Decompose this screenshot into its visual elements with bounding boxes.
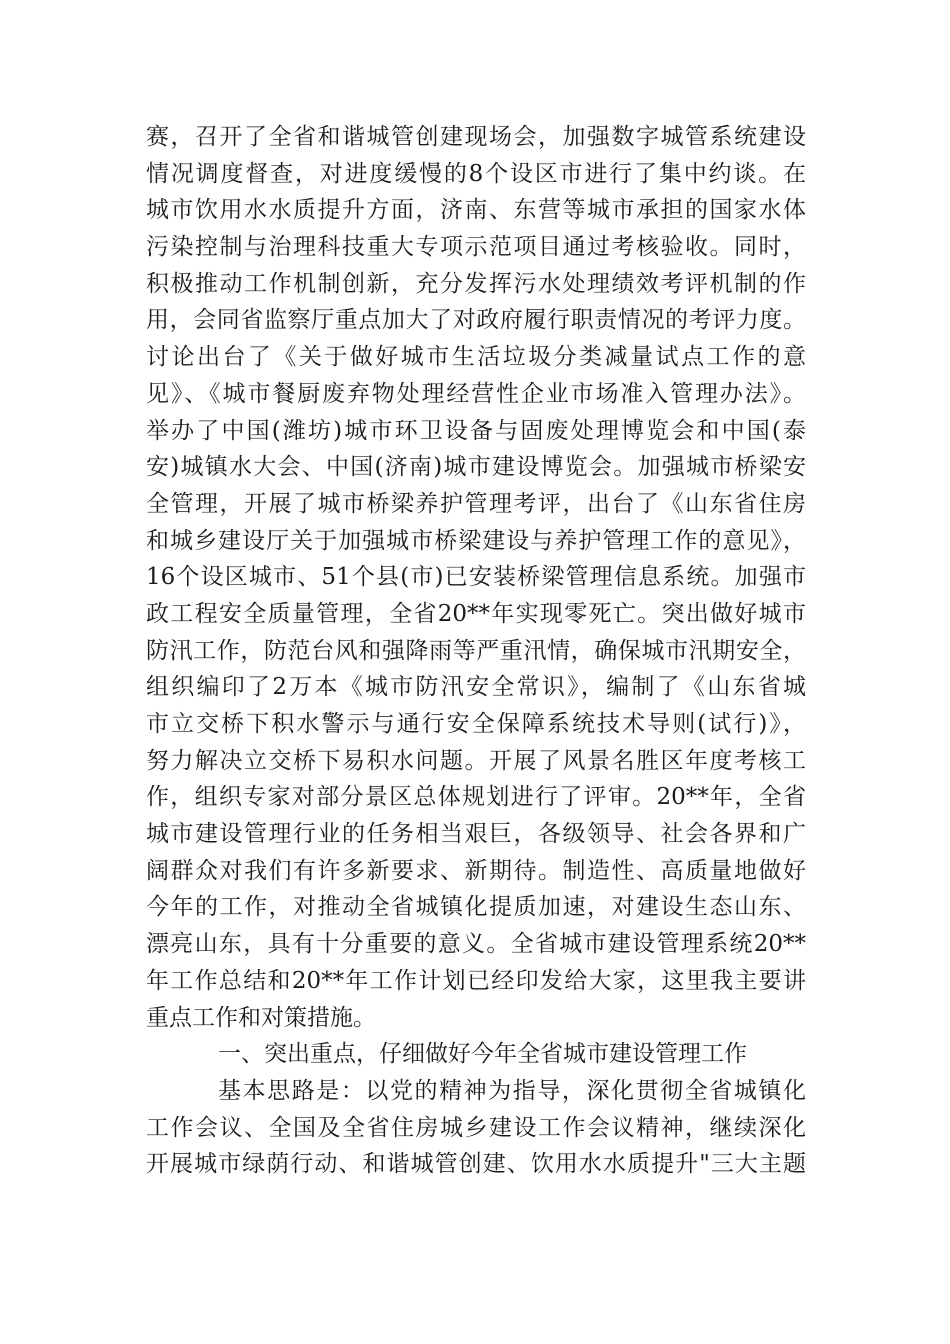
text-line: 工作会议、全国及全省住房城乡建设工作会议精神，继续深化: [146, 1114, 806, 1141]
text-line: 年工作总结和20**年工作计划已经印发给大家，这里我主要讲: [146, 967, 806, 994]
text-line: 用，会同省监察厅重点加大了对政府履行职责情况的考评力度。: [146, 307, 806, 334]
text-line: 重点工作和对策措施。: [146, 1004, 376, 1031]
text-line: 基本思路是：以党的精神为指导，深化贯彻全省城镇化: [218, 1077, 806, 1104]
text-line: 开展城市绿荫行动、和谐城管创建、饮用水水质提升"三大主题: [146, 1151, 806, 1178]
text-line: 城市建设管理行业的任务相当艰巨，各级领导、社会各界和广: [146, 821, 806, 848]
text-line: 一、突出重点，仔细做好今年全省城市建设管理工作: [218, 1041, 747, 1068]
text-line: 讨论出台了《关于做好城市生活垃圾分类减量试点工作的意: [146, 344, 806, 371]
text-line: 安)城镇水大会、中国(济南)城市建设博览会。加强城市桥梁安: [146, 454, 806, 481]
text-line: 赛，召开了全省和谐城管创建现场会，加强数字城管系统建设: [146, 124, 806, 150]
text-line: 和城乡建设厅关于加强城市桥梁建设与养护管理工作的意见》，: [146, 527, 806, 554]
text-line: 举办了中国(潍坊)城市环卫设备与固废处理博览会和中国(泰: [146, 417, 806, 444]
text-line: 积极推动工作机制创新，充分发挥污水处理绩效考评机制的作: [146, 270, 806, 297]
text-line: 政工程安全质量管理，全省20**年实现零死亡。突出做好城市: [146, 600, 806, 627]
text-line: 情况调度督查，对进度缓慢的8个设区市进行了集中约谈。在: [146, 160, 806, 187]
text-line: 全管理，开展了城市桥梁养护管理考评，出台了《山东省住房: [146, 490, 806, 517]
text-line: 作，组织专家对部分景区总体规划进行了评审。20**年，全省: [146, 784, 806, 811]
text-line: 漂亮山东，具有十分重要的意义。全省城市建设管理系统20**: [146, 931, 806, 958]
text-line: 阔群众对我们有许多新要求、新期待。制造性、高质量地做好: [146, 857, 806, 884]
text-line: 见》、《城市餐厨废弃物处理经营性企业市场准入管理办法》。: [146, 380, 806, 407]
text-line: 城市饮用水水质提升方面，济南、东营等城市承担的国家水体: [146, 197, 806, 224]
text-line: 市立交桥下积水警示与通行安全保障系统技术导则(试行)》，: [146, 711, 806, 737]
text-line: 16个设区城市、51个县(市)已安装桥梁管理信息系统。加强市: [146, 564, 806, 591]
text-line: 努力解决立交桥下易积水问题。开展了风景名胜区年度考核工: [146, 747, 806, 774]
text-line: 今年的工作，对推动全省城镇化提质加速，对建设生态山东、: [146, 894, 806, 921]
text-line: 防汛工作，防范台风和强降雨等严重汛情，确保城市汛期安全，: [146, 637, 806, 664]
body-text: [146, 119, 806, 1183]
text-line: 污染控制与治理科技重大专项示范项目通过考核验收。同时，: [146, 234, 806, 261]
text-line: 组织编印了2万本《城市防汛安全常识》，编制了《山东省城: [146, 674, 806, 701]
